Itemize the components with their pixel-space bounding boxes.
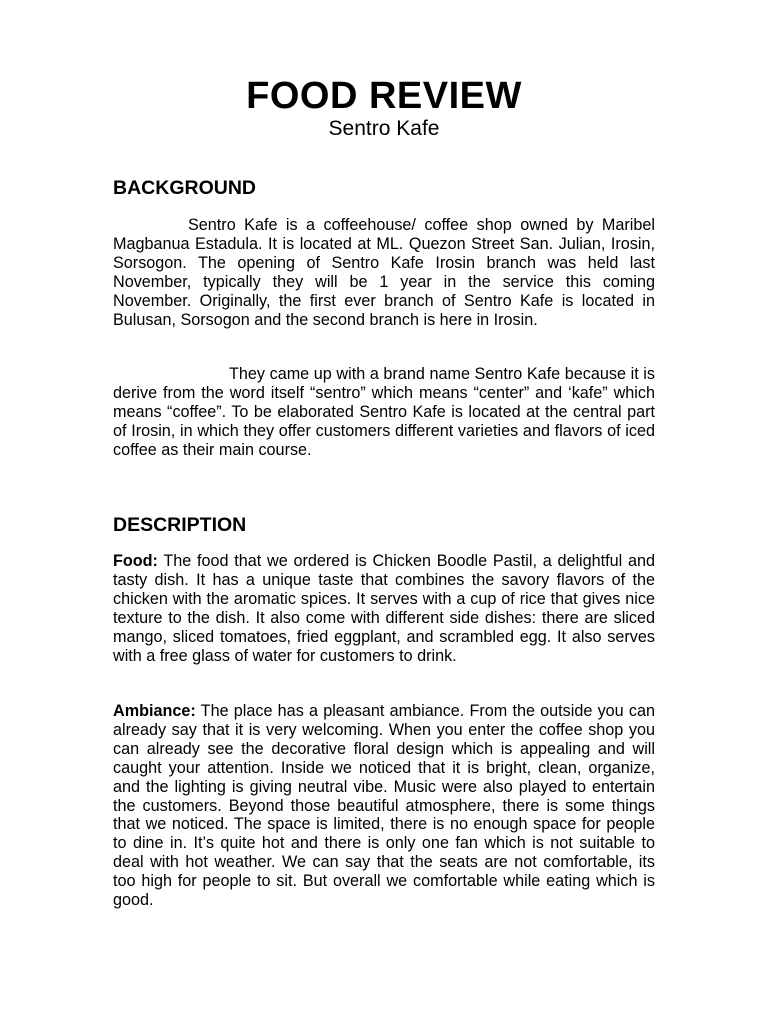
background-paragraph-2-text: They came up with a brand name Sentro Kafe because it is derive from the word itself “sentro” which means “center” and ‘kafe” which means “coffee”. To be elaborated Sentro Kafe is located at the central part of Irosin, in which they offer customers different varieties and flavors of iced coffee as their main course.: [113, 365, 655, 459]
background-paragraph-1: [113, 216, 655, 329]
ambiance-paragraph: [113, 702, 655, 910]
food-paragraph: [113, 552, 655, 665]
background-paragraph-1-text: Sentro Kafe is a coffeehouse/ coffee shop owned by Maribel Magbanua Estadula. It is located at ML. Quezon Street San. Julian, Irosin, Sorsogon. The opening of Sentro Kafe Irosin branch was held last November, typically they will be 1 year in the service this coming November. Originally, the first ever branch of Sentro Kafe is located in Bulusan, Sorsogon and the second branch is here in Irosin.: [113, 216, 655, 329]
food-text: The food that we ordered is Chicken Boodle Pastil, a delightful and tasty dish. It has a unique taste that combines the savory flavors of the chicken with the aromatic spices. It serves with a cup of rice that gives nice texture to the dish. It also come with different side dishes: there are sliced mango, sliced tomatoes, fried eggplant, and scrambled egg. It also serves with a free glass of water for customers to drink.: [113, 552, 655, 665]
food-label: Food:: [113, 552, 158, 570]
ambiance-label: Ambiance:: [113, 702, 196, 720]
description-heading: DESCRIPTION: [113, 514, 247, 536]
ambiance-text: The place has a pleasant ambiance. From the outside you can already say that it is very welcoming. When you enter the coffee shop you can already see the decorative floral design which is appealing and will caught your attention. Inside we noticed that it is bright, clean, organize, and the lighting is giving neutral vibe. Music were also played to entertain the customers. Beyond those beautiful atmosphere, there is some things that we noticed. The space is limited, there is no enough space for people to dine in. It’s quite hot and there is only one fan which is not suitable to deal with hot weather. We can say that the seats are not comfortable, its too high for people to sit. But overall we comfortable while eating which is good.: [113, 702, 655, 910]
page-title: FOOD REVIEW: [246, 75, 522, 117]
page-subtitle: Sentro Kafe: [328, 117, 440, 140]
background-heading: BACKGROUND: [113, 177, 256, 199]
background-paragraph-2: [113, 365, 655, 460]
